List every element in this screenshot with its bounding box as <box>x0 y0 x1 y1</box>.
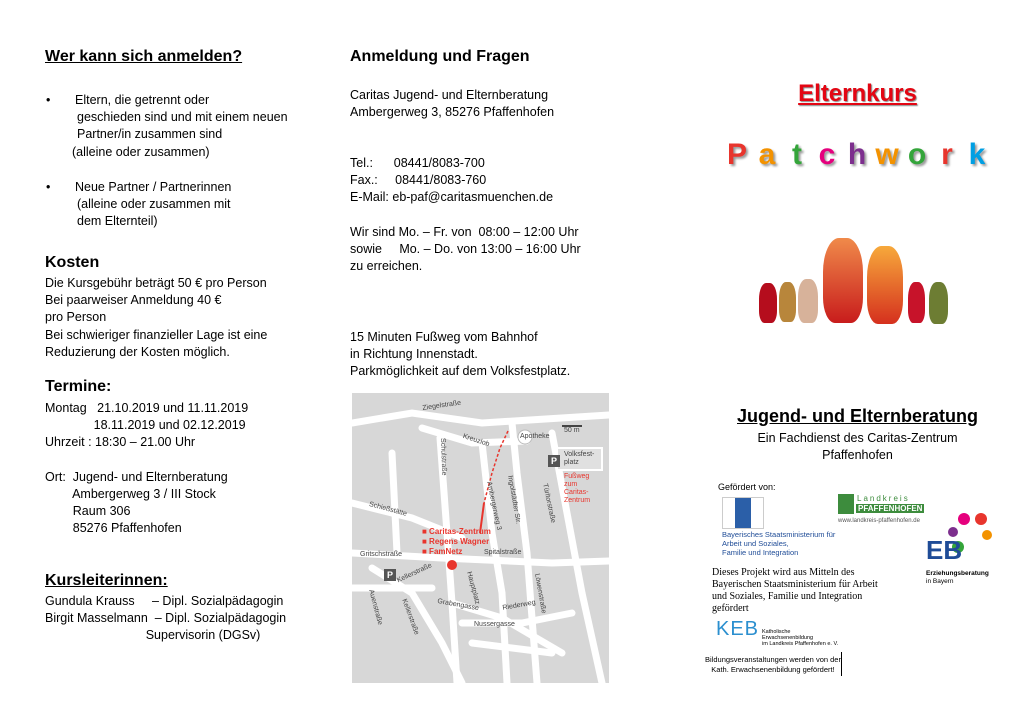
email-link[interactable]: E-Mail: eb-paf@caritasmuenchen.de <box>350 190 554 204</box>
eb-letters: EB <box>926 535 963 565</box>
gummy-bear <box>867 246 903 324</box>
hours-line: zu erreichen. <box>350 259 423 273</box>
landkreis-label: Landkreis <box>857 494 910 503</box>
street-label: Volksfest- <box>564 451 595 458</box>
street-label: Ziegelstraße <box>422 399 462 412</box>
street-label: Schießstätte <box>368 501 408 518</box>
patchwork-letter: a <box>758 138 776 171</box>
street-label: Grabengasse <box>436 598 480 613</box>
patchwork-letter: c <box>818 138 836 171</box>
famnetz-label: ■ FamNetz <box>422 547 463 556</box>
hours-line: sowie Mo. – Do. von 13:00 – 16:00 Uhr <box>350 242 581 256</box>
street-label: Löwenstraße <box>533 573 548 615</box>
leader-line: Gundula Krauss – Dipl. Sozialpädagogin <box>45 594 284 608</box>
bavaria-coat-of-arms-icon <box>722 497 764 529</box>
patchwork-letter: h <box>847 138 867 171</box>
cost-line: Reduzierung der Kosten möglich. <box>45 345 230 359</box>
eb-figure-icon <box>958 513 970 525</box>
dates-line: Ambergerweg 3 / III Stock <box>45 487 216 501</box>
divider <box>841 652 842 676</box>
walk-line: Parkmöglichkeit auf dem Volksfestplatz. <box>350 364 571 378</box>
contact-heading: Anmeldung und Fragen <box>350 48 530 65</box>
eb-figure-icon <box>982 530 992 540</box>
ministry-line: Arbeit und Soziales, <box>722 539 789 548</box>
street-label: Apotheke <box>520 433 550 440</box>
cost-line: Die Kursgebühr beträgt 50 € pro Person <box>45 276 267 290</box>
eb-figure-icon <box>975 513 987 525</box>
gummy-bear <box>779 282 796 322</box>
who-line: Neue Partner / Partnerinnen <box>75 180 232 194</box>
street-label: Spitalstraße <box>484 549 522 556</box>
gummy-bear <box>823 238 863 323</box>
street-label: Auenstraße <box>367 589 384 626</box>
keb-caption: Katholische <box>762 629 791 635</box>
cost-heading: Kosten <box>45 254 100 271</box>
dates-line: 85276 Pfaffenhofen <box>45 521 182 535</box>
street-label: Kreuzlob <box>461 433 491 449</box>
dates-line: Ort: Jugend- und Elternberatung <box>45 470 228 484</box>
who-line: (alleine oder zusammen mit <box>77 197 231 211</box>
dates-line: 18.11.2019 und 02.12.2019 <box>45 418 246 432</box>
street-label: Schulstraße <box>439 438 448 476</box>
leaders-heading: Kursleiterinnen: <box>45 572 168 589</box>
landkreis-name: PFAFFENHOFEN <box>858 504 923 513</box>
gummy-bear <box>759 283 777 323</box>
walk-line: 15 Minuten Fußweg vom Bahnhof <box>350 330 538 344</box>
patchwork-letter: o <box>907 138 927 171</box>
leader-line: Birgit Masselmann – Dipl. Sozialpädagogin <box>45 611 287 625</box>
project-line: Bayerischen Staatsministerium für Arbeit <box>712 579 878 590</box>
location-map <box>352 393 609 683</box>
project-line: Dieses Projekt wird aus Mitteln des <box>712 567 855 578</box>
scale-label: 50 m <box>564 427 580 434</box>
landkreis-crest-icon <box>838 494 854 514</box>
dates-line: Raum 306 <box>45 504 131 518</box>
ministry-line: Bayerisches Staatsministerium für <box>722 530 836 539</box>
org-subline: Pfaffenhofen <box>822 448 893 462</box>
gummy-bear <box>908 282 925 323</box>
footpath-label: Zentrum <box>564 497 591 504</box>
street-label: Gritschstraße <box>360 551 403 558</box>
patchwork-letter: t <box>792 138 802 171</box>
gummy-bear <box>929 282 948 324</box>
patchwork-title <box>722 138 992 172</box>
street-label: Hauptplatz <box>465 571 481 606</box>
fax-line: Fax.: 08441/8083-760 <box>350 173 487 187</box>
address-line: Ambergerweg 3, 85276 Pfaffenhofen <box>350 105 555 119</box>
regens-label: ■ Regens Wagner <box>422 537 490 546</box>
cost-line: Bei paarweiser Anmeldung 40 € <box>45 293 222 307</box>
caritas-label: ■ Caritas-Zentrum <box>422 527 491 536</box>
who-line: Partner/in zusammen sind <box>77 127 223 141</box>
hours-line: Wir sind Mo. – Fr. von 08:00 – 12:00 Uhr <box>350 225 579 239</box>
patchwork-letter: k <box>968 138 986 171</box>
keb-caption: im Landkreis Pfaffenhofen e. V. <box>762 641 839 647</box>
dates-line: Montag 21.10.2019 und 11.11.2019 <box>45 401 249 415</box>
street-label: platz <box>564 459 579 466</box>
keb-caption: Erwachsenenbildung <box>762 635 814 641</box>
street-label: Kellerstraße <box>400 598 420 636</box>
keb-note: Kath. Erwachsenenbildung gefördert! <box>711 665 835 674</box>
who-heading: Wer kann sich anmelden? <box>45 48 243 65</box>
street-label: Nussergasse <box>474 621 515 628</box>
who-line: Eltern, die getrennt oder <box>75 93 210 107</box>
patchwork-letter: P <box>726 138 747 171</box>
landkreis-url: www.landkreis-pfaffenhofen.de <box>838 518 920 524</box>
parking-icon: P <box>384 569 396 581</box>
street-label: Ingolstädter Str. <box>506 475 522 525</box>
org-heading: Jugend- und Elternberatung <box>737 406 978 426</box>
project-line: und Soziales, Familie und Integration <box>712 591 863 602</box>
address-line: Caritas Jugend- und Elternberatung <box>350 88 549 102</box>
street-label: Riederweg <box>502 599 537 612</box>
who-line: (alleine oder zusammen) <box>72 145 210 159</box>
eb-caption: Erziehungsberatung <box>926 570 989 577</box>
org-subline: Ein Fachdienst des Caritas-Zentrum <box>757 431 958 445</box>
leader-line: Supervisorin (DGSv) <box>45 628 261 642</box>
keb-note: Bildungsveranstaltungen werden von der <box>705 655 841 664</box>
who-line: geschieden sind und mit einem neuen <box>77 110 288 124</box>
walk-line: in Richtung Innenstadt. <box>350 347 478 361</box>
street-label: Türltorstraße <box>541 483 557 524</box>
eb-caption: in Bayern <box>926 578 954 585</box>
cost-line: Bei schwieriger finanzieller Lage ist eine <box>45 328 268 342</box>
parking-icon: P <box>548 455 560 467</box>
cost-line: pro Person <box>45 310 107 324</box>
dates-line: Uhrzeit : 18:30 – 21.00 Uhr <box>45 435 196 449</box>
footpath-label: zum <box>564 481 578 488</box>
gummy-bear <box>798 279 818 323</box>
patchwork-letter: w <box>875 138 899 171</box>
ministry-line: Familie und Integration <box>722 548 799 557</box>
patchwork-letter: r <box>941 138 953 171</box>
bullet: • <box>46 180 51 194</box>
street-label: Kellerstraße <box>396 562 434 585</box>
dates-heading: Termine: <box>45 378 112 395</box>
phone-line: Tel.: 08441/8083-700 <box>350 156 485 170</box>
project-line: gefördert <box>712 603 749 614</box>
street-label: Ambergerweg 3 <box>485 481 503 531</box>
footpath-label: Fußweg <box>564 473 590 480</box>
bullet: • <box>46 93 51 107</box>
keb-logo: KEB <box>716 618 760 640</box>
footpath-label: Caritas- <box>564 489 589 496</box>
course-title: Elternkurs <box>798 80 917 107</box>
funded-by-label: Gefördert von: <box>718 482 776 492</box>
who-line: dem Elternteil) <box>77 214 158 228</box>
